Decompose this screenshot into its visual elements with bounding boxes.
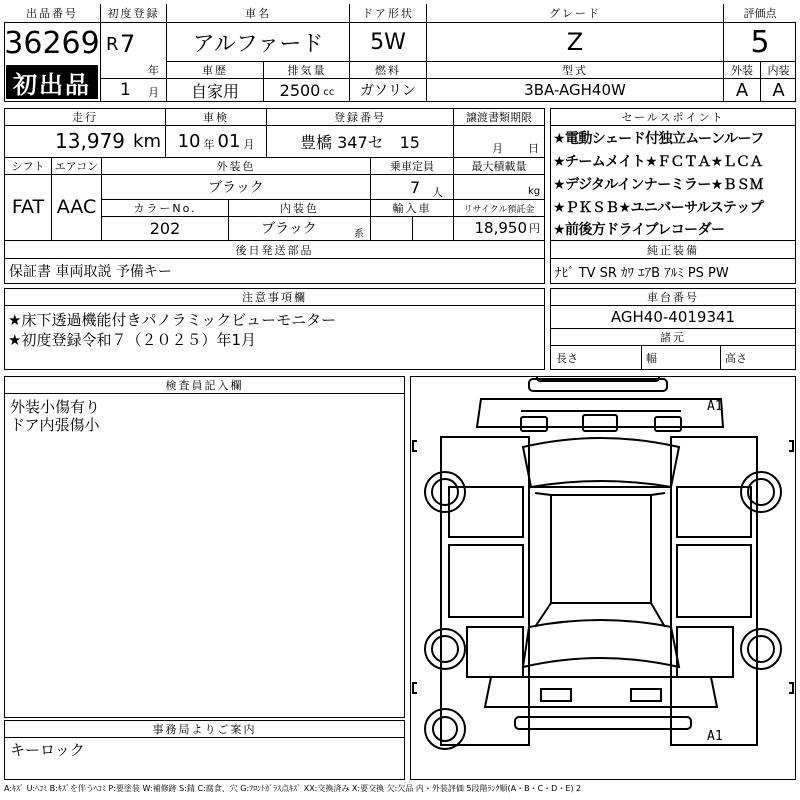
inspector-line-2: ドア内張傷小: [10, 416, 100, 434]
mileage-number: 13,979: [55, 129, 126, 153]
capacity-unit: 人: [432, 186, 443, 199]
height-label: 高さ: [725, 351, 747, 365]
sales-point-3: ★デジタルインナーミラー★ＢＳＭ: [553, 177, 763, 193]
history-value: 自家用: [190, 81, 239, 101]
spec-label: 諸元: [551, 329, 795, 345]
interior-color-value: ブラック: [261, 221, 317, 237]
interior-color-label: 内装色: [229, 200, 370, 216]
inspection-label: 車検: [166, 109, 266, 125]
first-reg-year: 7: [120, 30, 136, 58]
first-reg-era: R: [106, 34, 119, 55]
first-reg-label: 初度登録: [101, 4, 166, 22]
grade-value: Z: [566, 28, 584, 56]
lot-label: 出品番号: [4, 4, 100, 22]
history-label: 車歴: [167, 62, 263, 78]
color-no-value: 202: [149, 218, 181, 238]
transfer-month-unit: 月: [492, 142, 503, 155]
grade-label: グレード: [427, 4, 723, 22]
interior-color-suffix: 系: [354, 229, 364, 240]
displacement-unit: cc: [323, 86, 335, 98]
first-reg-month-unit: 月: [148, 86, 159, 99]
inspection-month-unit: 月: [243, 138, 255, 151]
fuel-label: 燃料: [350, 62, 426, 78]
note-line-1: ★床下透過機能付きパノラミックビューモニター: [8, 311, 337, 329]
length-label: 長さ: [556, 351, 578, 365]
door-value: 5W: [370, 29, 406, 55]
displacement-number: 2500: [279, 80, 321, 100]
inspection-month: 01: [217, 130, 241, 152]
shift-label: シフト: [11, 160, 45, 173]
inspection-year: 10: [177, 130, 201, 152]
interior-grade-label: 内装: [767, 64, 790, 77]
note-line-2: ★初度登録令和７（２０２５）年1月: [8, 331, 256, 349]
first-reg-year-unit: 年: [148, 64, 159, 77]
model-label: 型式: [427, 62, 723, 78]
office-value: キーロック: [10, 741, 85, 759]
car-diagram: [410, 376, 796, 780]
exterior-grade-label: 外装: [731, 64, 753, 77]
reg-number: 豊橋 347セ 15: [300, 132, 420, 152]
first-listing-text: 初出品: [13, 70, 91, 99]
score-label: 評価点: [724, 4, 796, 22]
later-parts-label: 後日発送部品: [5, 241, 544, 258]
sales-point-2: ★チームメイト★ＦＣＴＡ★ＬＣＡ: [553, 154, 763, 170]
car-name-label: 車名: [167, 4, 349, 22]
ac-value: AAC: [56, 196, 97, 218]
sales-point-1: ★電動シェード付独立ムーンルーフ: [553, 131, 764, 147]
inspector-line-1: 外装小傷有り: [10, 398, 101, 416]
office-label: 事務局よりご案内: [5, 721, 404, 737]
damage-mark-rear: A1: [707, 729, 723, 744]
shift-value: FAT: [11, 196, 45, 218]
transfer-label: 譲渡書類期限: [454, 109, 544, 125]
mileage-unit: km: [133, 130, 161, 152]
damage-legend: A:ｷｽﾞ U:ﾍｺﾐ B:ｷｽﾞを伴うﾍｺﾐ P:要塗装 W:補修跡 S:錆 C:腐食、穴 G:ﾌﾛﾝﾄｶﾞﾗｽ点ｷｽﾞ XX:交換済み X:要交換 欠:欠品 内・外装評価 5段階ﾗﾝｸ順(A・B・C・D・E) 2: [4, 784, 582, 793]
width-label: 幅: [646, 351, 657, 365]
capacity-label: 乗車定員: [371, 158, 453, 174]
later-parts-value: 保証書 車両取説 予備キー: [9, 264, 172, 280]
inspection-value: [166, 126, 266, 156]
sales-point-5: ★前後方ドライブレコーダー: [553, 222, 725, 238]
reg-label: 登録番号: [267, 109, 453, 125]
lot-number: 36269: [4, 25, 100, 61]
damage-mark-front: A1: [707, 399, 723, 414]
color-no-label: カラーNo.: [102, 200, 228, 216]
inspector-label: 検査員記入欄: [5, 377, 404, 393]
import-label: 輸入車: [371, 200, 453, 216]
recycle-value: [454, 217, 544, 239]
exterior-color-value: ブラック: [208, 180, 264, 196]
chassis-value: AGH40-4019341: [610, 308, 736, 326]
mileage-label: 走行: [5, 109, 165, 125]
ac-label: エアコン: [54, 160, 99, 173]
transfer-day-unit: 日: [528, 142, 539, 155]
recycle-unit: 円: [529, 222, 540, 235]
notes-label: 注意事項欄: [5, 289, 544, 305]
car-name: アルファード: [192, 31, 324, 57]
mileage-value: [5, 126, 165, 156]
chassis-label: 車台番号: [551, 289, 795, 305]
inspection-year-unit: 年: [203, 138, 215, 151]
car-outline-drawing: [411, 377, 795, 779]
exterior-color-label: 外装色: [102, 158, 370, 174]
score-value: 5: [750, 24, 770, 60]
recycle-amount: 18,950: [474, 219, 527, 237]
recycle-label: リサイクル預託金: [463, 204, 535, 215]
first-reg-month: 1: [120, 80, 131, 100]
sales-points-label: セールスポイント: [551, 109, 795, 125]
sales-point-4: ★ＰＫＳＢ★ユニバーサルステップ: [553, 200, 764, 216]
fuel-value: ガソリン: [360, 83, 416, 99]
model-value: 3BA-AGH40W: [524, 81, 626, 99]
interior-grade-value: A: [772, 79, 785, 101]
door-label: ドア形状: [350, 4, 426, 22]
capacity-value: 7: [410, 178, 421, 197]
load-unit: kg: [528, 186, 541, 197]
equipment-value: ﾅﾋﾞ TV SR ｶﾜ ｴｱB ｱﾙﾐ PS PW: [555, 265, 729, 281]
displacement-label: 排気量: [264, 62, 350, 78]
load-label: 最大積載量: [454, 158, 544, 174]
displacement-value: [264, 79, 350, 101]
equipment-label: 純正装備: [551, 241, 795, 258]
first-listing-badge: [6, 65, 98, 99]
exterior-grade-value: A: [735, 79, 749, 101]
